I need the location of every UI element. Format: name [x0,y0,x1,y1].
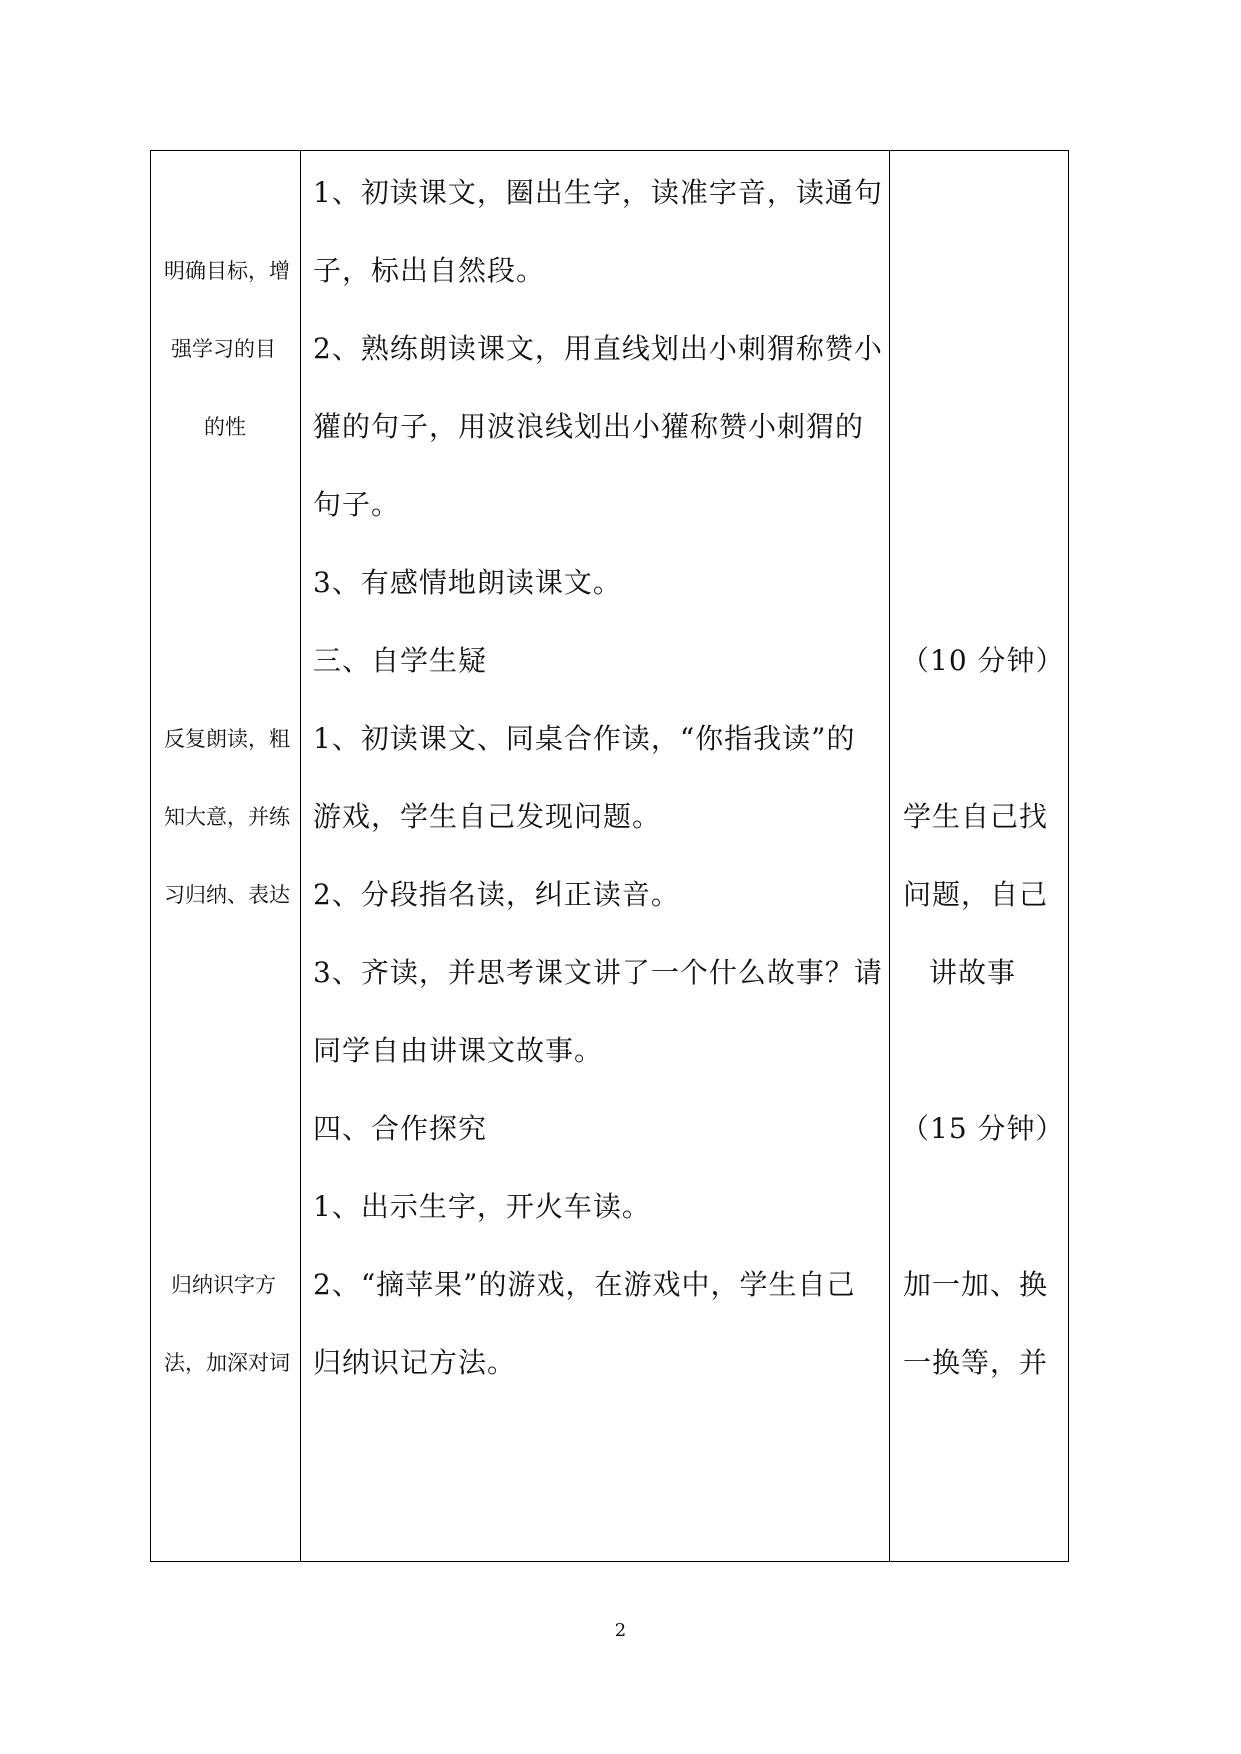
left-note-line: 明确目标，增 [164,259,290,283]
left-note-line: 归纳识字方 [171,1273,276,1297]
lesson-plan-table [150,150,1069,1562]
main-text-line: 2、分段指名读，纠正读音。 [313,878,680,911]
time-allotment: （10 分钟） [901,644,1065,677]
main-text-line: 1、初读课文，圈出生字，读准字音，读通句 [313,176,883,209]
main-text-line: 2、“摘苹果”的游戏，在游戏中，学生自己 [313,1268,856,1301]
right-note-line: 讲故事 [929,956,1017,989]
left-note-line: 知大意，并练 [164,805,290,829]
main-text-line: 3、有感情地朗读课文。 [313,566,622,599]
main-text-line: 句子。 [313,488,401,521]
column-divider-right [889,151,890,1561]
main-text-line: 2、熟练朗读课文，用直线划出小刺猬称赞小 [313,332,883,365]
right-note-line: 学生自己找 [903,800,1049,833]
main-text-line: 游戏，学生自己发现问题。 [313,800,662,833]
right-note-line: 问题，自己 [903,878,1049,911]
main-text-line: 同学自由讲课文故事。 [313,1034,604,1067]
time-allotment: （15 分钟） [901,1112,1065,1145]
left-note-line: 反复朗读，粗 [164,727,290,751]
column-divider-left [300,151,301,1561]
left-note-line: 习归纳、表达 [164,883,290,907]
left-note-line: 强学习的目 [171,337,276,361]
main-text-line: 子，标出自然段。 [313,254,546,287]
right-note-line: 一换等，并 [903,1346,1049,1379]
left-note-line: 的性 [204,415,246,439]
main-text-line: 1、初读课文、同桌合作读，“你指我读”的 [313,722,856,755]
left-note-line: 法，加深对词 [164,1351,290,1375]
main-text-line: 3、齐读，并思考课文讲了一个什么故事？请 [313,956,883,989]
right-note-line: 加一加、换 [903,1268,1049,1301]
page-number: 2 [614,1620,627,1641]
section-heading: 三、自学生疑 [313,644,488,677]
main-text-line: 归纳识记方法。 [313,1346,517,1379]
section-heading: 四、合作探究 [313,1112,488,1145]
main-text-line: 1、出示生字，开火车读。 [313,1190,651,1223]
main-text-line: 獾的句子，用波浪线划出小獾称赞小刺猬的 [313,410,865,443]
